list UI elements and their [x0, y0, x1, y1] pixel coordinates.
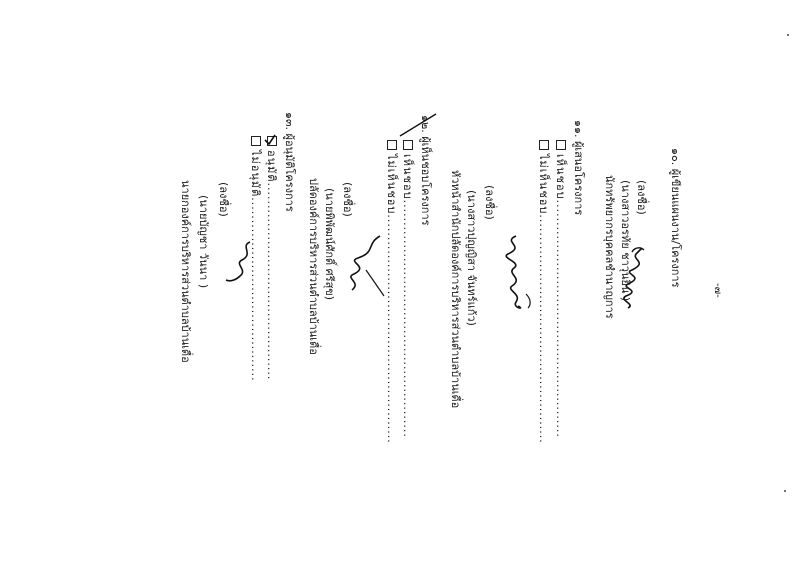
section10-sign-label: (ลงชื่อ)	[635, 180, 648, 215]
section11-heading: ๑๑. ผู้เสนอโครงการ	[572, 120, 585, 216]
signature-13-icon	[220, 236, 260, 286]
section12-sign-label: (ลงชื่อ)	[341, 182, 354, 217]
checkbox-approve-11[interactable]	[556, 140, 566, 150]
section12-option1: เห็นชอบ.....................................................	[401, 140, 414, 438]
section13-position: นายกองค์การบริหารส่วนตำบลบ้านเดื่อ	[179, 180, 192, 363]
section13-option1: อนุมัติ............................................	[265, 136, 278, 380]
checkbox-disapprove-13[interactable]	[251, 136, 261, 146]
section13-option2: ไม่อนุมัติ.........................................	[249, 136, 262, 382]
approval-stroke-icon	[396, 110, 440, 140]
checkbox-disapprove-11[interactable]	[539, 140, 549, 150]
scan-speck	[784, 490, 786, 492]
signature-11-icon	[496, 232, 536, 312]
section12-name: (นายพิพัฒน์ศักดิ์ ศรีสุข)	[323, 188, 336, 301]
signature-12-icon	[336, 230, 386, 300]
section10-heading: ๑๐. ผู้เขียนแผนงาน/โครงการ	[669, 148, 682, 288]
section11-position: หัวหน้าสำนักปลัดองค์การบริหารส่วนตำบลบ้านเดื่อ	[449, 170, 462, 409]
section11-option1: เห็นชอบ.....................................................	[554, 140, 567, 438]
section12-heading: ๑๒. ผู้เห็นชอบโครงการ	[419, 115, 432, 226]
section12-position: ปลัดองค์การบริหารส่วนตำบลบ้านเดื่อ	[307, 178, 320, 355]
check-mark-icon	[262, 132, 278, 148]
section10-position: นักทรัพยากรบุคคลชำนาญการ	[603, 175, 616, 319]
checkbox-disapprove-12[interactable]	[387, 140, 397, 150]
checkbox-approve-12[interactable]	[403, 140, 413, 150]
section12-option2: ไม่เห็นชอบ...................................................	[385, 140, 398, 444]
section13-sign-label: (ลงชื่อ)	[217, 182, 230, 217]
page-number: -๗-	[712, 283, 723, 298]
section11-sign-label: (ลงชื่อ)	[483, 185, 496, 220]
section13-heading: ๑๓. ผู้อนุมัติโครงการ	[283, 112, 296, 212]
section10-name: (นางสาวอรทัย ชาวุ่นยิน )	[619, 180, 632, 302]
section11-option2: ไม่เห็นชอบ...................................................	[537, 140, 550, 444]
section11-name: (นางสาวปุญญิสา จันทร์แก้ว)	[465, 190, 478, 326]
section13-name: (นายบัญชา วันนา )	[197, 195, 210, 289]
scan-speck	[787, 34, 789, 36]
